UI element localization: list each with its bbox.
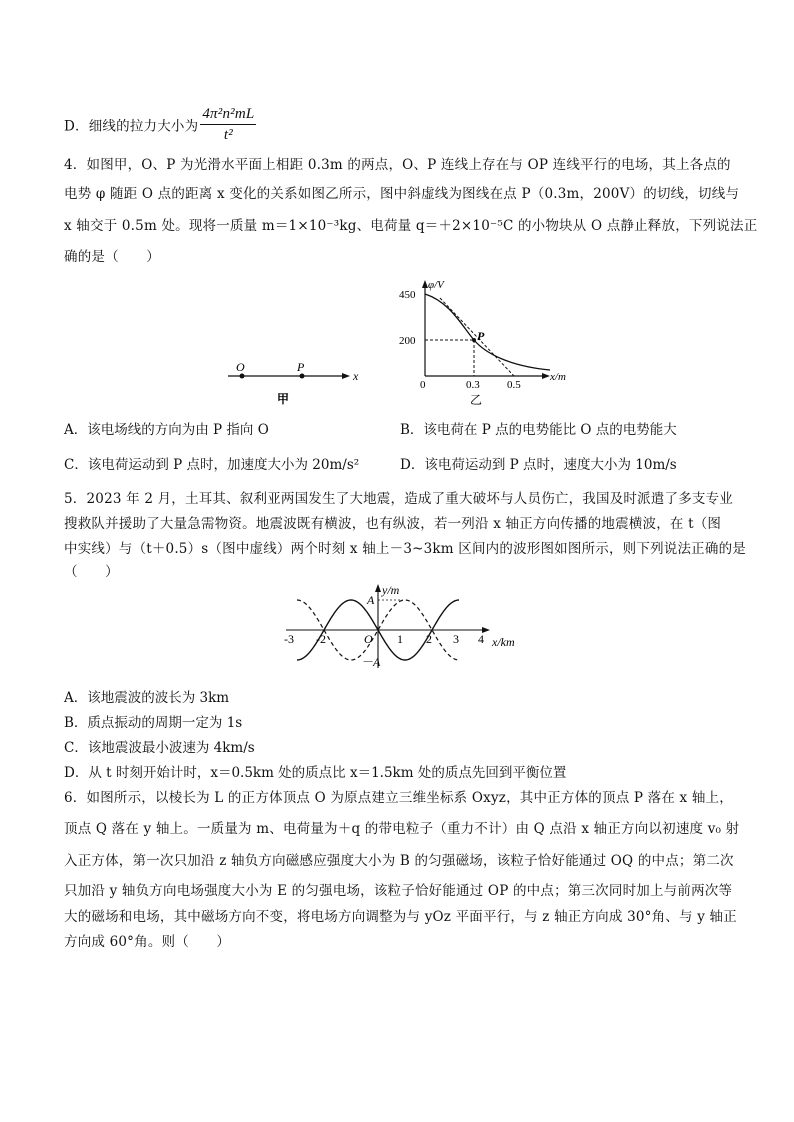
q5-stem-line1: 5．2023 年 2 月，土耳其、叙利亚两国发生了大地震，造成了重大破坏与人员伤亡，我国及时派遣了多支专业	[64, 491, 734, 507]
wave-tick-m3: -3	[284, 632, 294, 646]
yi-tick-05: 0.5	[507, 379, 521, 391]
jia-point-o-dot	[240, 374, 245, 379]
wave-xlabel: x/km	[492, 635, 515, 649]
jia-label-o: O	[236, 360, 245, 374]
q4-option-d: D．该电荷运动到 P 点时，速度大小为 10m/s	[400, 457, 677, 473]
q6-stem-line6: 方向成 60°角。则（ ）	[64, 934, 231, 950]
yi-tick-200: 200	[399, 335, 416, 347]
q4-stem-line2: 电势 φ 随距 O 点的距离 x 变化的关系如图乙所示，图中斜虚线为图线在点 P（0.3m，200V）的切线，切线与	[64, 186, 740, 202]
q4-option-b: B．该电荷在 P 点的电势能比 O 点的电势能大	[400, 422, 677, 438]
jia-label-p: P	[297, 360, 305, 374]
q5-option-a: A．该地震波的波长为 3km	[64, 690, 230, 706]
jia-point-p-dot	[300, 374, 305, 379]
q3-option-d	[64, 104, 258, 145]
q4-option-c: C．该电荷运动到 P 点时，加速度大小为 20m/s²	[64, 457, 360, 473]
yi-label-p: P	[477, 329, 485, 343]
yi-origin: 0	[420, 379, 426, 391]
wave-tick-3: 3	[453, 632, 459, 646]
q6-stem-line3: 入正方体，第一次只加沿 z 轴负方向磁感应强度大小为 B 的匀强磁场，该粒子恰好能通过 OQ 的中点；第二次	[64, 853, 734, 869]
jia-axis-arrow	[342, 373, 350, 379]
fraction-numerator: 4π²n²mL	[200, 104, 256, 125]
wave-tick-2: 2	[426, 632, 432, 646]
q6-stem-line4: 只加沿 y 轴负方向电场强度大小为 E 的匀强电场，该粒子恰好能通过 OP 的中点；第三次同时加上与前两次等	[64, 883, 733, 899]
jia-caption: 甲	[277, 392, 290, 406]
yi-x-axis-arrow	[542, 373, 550, 379]
q5-option-c: C．该地震波最小波速为 4km/s	[64, 740, 255, 756]
q3-option-d-fraction	[200, 104, 256, 145]
jia-label-x: x	[353, 369, 359, 383]
q4-stem-line4: 确的是（ ）	[64, 249, 160, 265]
wave-ylabel: y/m	[382, 583, 400, 597]
yi-potential-curve	[425, 294, 550, 370]
q4-figure-jia	[220, 358, 370, 408]
yi-tick-03: 0.3	[466, 379, 480, 391]
wave-origin: O	[364, 632, 373, 646]
q4-stem-line1: 4．如图甲，O、P 为光滑水平面上相距 0.3m 的两点，O、P 连线上存在与 OP 连线平行的电场，其上各点的	[64, 157, 731, 173]
wave-tick-4: 4	[478, 632, 484, 646]
q3-option-d-prefix: D．细线的拉力大小为	[64, 118, 199, 135]
q5-option-b: B．质点振动的周期一定为 1s	[64, 715, 243, 731]
yi-xlabel: x/m	[550, 371, 566, 383]
yi-caption: 乙	[470, 393, 483, 407]
q5-stem-line4: （ ）	[64, 564, 119, 580]
q5-wave-figure	[278, 580, 528, 672]
yi-point-p-dot	[472, 338, 476, 342]
q5-option-d: D．从 t 时刻开始计时，x＝0.5km 处的质点比 x＝1.5km 处的质点先回到平衡位置	[64, 765, 567, 781]
yi-ylabel: φ/V	[428, 279, 444, 291]
wave-tick-1: 1	[397, 632, 403, 646]
wave-amp-neg: －A	[361, 655, 381, 669]
q5-stem-line2: 搜救队并援助了大量急需物资。地震波既有横波，也有纵波，若一列沿 x 轴正方向传播的地震横波，在 t（图	[64, 516, 722, 532]
fraction-denominator: t²	[223, 127, 233, 143]
q6-stem-line5: 大的磁场和电场，其中磁场方向不变，将电场方向调整为与 yOz 平面平行，与 z 轴正方向成 30°角、与 y 轴正	[64, 909, 737, 925]
q6-stem-line2: 顶点 Q 落在 y 轴上。一质量为 m、电荷量为＋q 的带电粒子（重力不计）由 Q 点沿 x 轴正方向以初速度 v₀ 射	[64, 821, 740, 837]
q4-stem-line3: x 轴交于 0.5m 处。现将一质量 m＝1×10⁻³kg、电荷量 q＝＋2×10⁻⁵C 的小物块从 O 点静止释放，下列说法正	[64, 218, 758, 234]
wave-amp-pos: A	[367, 593, 375, 607]
wave-tick-m2: -2	[316, 632, 326, 646]
q5-stem-line3: 中实线）与（t＋0.5）s（图中虚线）两个时刻 x 轴上－3~3km 区间内的波形图如图所示，则下列说法正确的是	[64, 541, 746, 557]
wave-y-axis-arrow	[375, 584, 381, 592]
q4-option-a: A．该电场线的方向为由 P 指向 O	[64, 422, 269, 438]
yi-tick-450: 450	[399, 289, 416, 301]
q6-stem-line1: 6．如图所示，以棱长为 L 的正方体顶点 O 为原点建立三维坐标系 Oxyz，其中正方体的顶点 P 落在 x 轴上，	[64, 790, 733, 806]
q4-figure-yi	[390, 278, 590, 408]
